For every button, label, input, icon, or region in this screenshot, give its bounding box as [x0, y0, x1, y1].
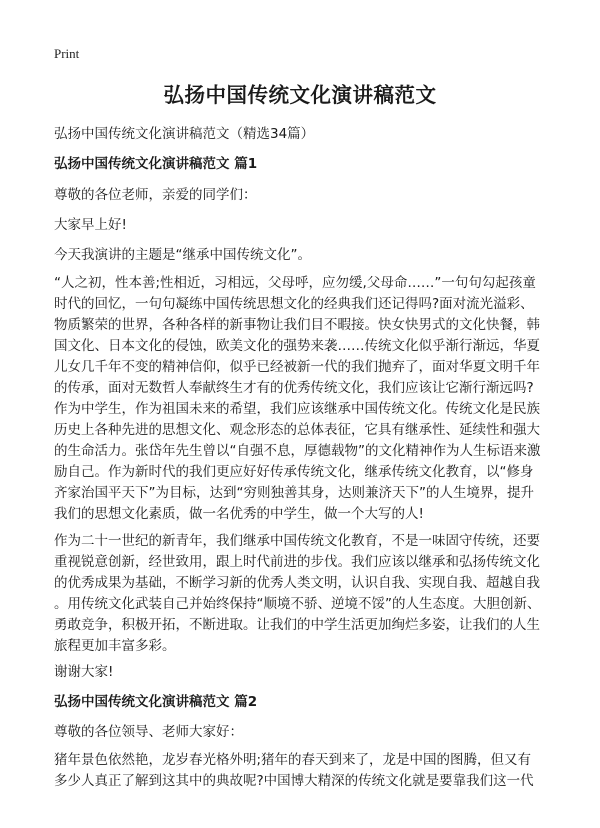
thanks-line: 谢谢大家!: [54, 664, 114, 680]
paragraph-line: 物质繁荣的世界，各种各样的新事物让我们目不暇接。快女快男式的文化快餐，韩: [54, 317, 540, 333]
paragraph-line: 勇敢竞争，积极开拓，不断进取。让我们的中学生活更加绚烂多姿，让我们的人生: [54, 617, 540, 633]
paragraph-line: 时代的回忆，一句句凝练中国传统思想文化的经典我们还记得吗?面对流光溢彩、: [54, 296, 534, 312]
topic-line: 今天我演讲的主题是“继承中国传统文化”。: [54, 247, 311, 263]
paragraph-line: “人之初，性本善;性相近，习相远，父母呼，应勿缓,父母命……”一句句勾起孩童: [54, 275, 536, 291]
section-heading-1: 弘扬中国传统文化演讲稿范文 篇1: [54, 156, 258, 172]
paragraph-line: 作为中学生，作为祖国未来的希望，我们应该继承中国传统文化。传统文化是民族: [54, 401, 540, 417]
paragraph-line: 齐家治国平天下”为目标，达到“穷则独善其身，达则兼济天下”的人生境界，提升: [54, 485, 534, 501]
paragraph-line: 的优秀成果为基础，不断学习新的优秀人类文明，认识自我、实现自我、超越自我: [54, 575, 540, 591]
paragraph-line: 国文化、日本文化的侵蚀，欧美文化的强势来袭……传统文化似乎渐行渐远，华夏: [54, 338, 540, 354]
print-link[interactable]: Print: [54, 46, 80, 61]
paragraph-1: [54, 273, 550, 525]
paragraph-line: 历史上各种先进的思想文化、观念形态的总体表征，它具有继承性、延续性和强大: [54, 422, 540, 438]
paragraph-line: 的生命活力。张岱年先生曾以“自强不息，厚德载物”的文化精神作为人生标语来激: [54, 443, 541, 459]
document-subtitle: 弘扬中国传统文化演讲稿范文（精选34篇）: [54, 126, 315, 142]
hello-line: 大家早上好!: [54, 217, 127, 233]
paragraph-line: 重视锐意创新，经世致用，跟上时代前进的步伐。我们应该以继承和弘扬传统文化: [54, 554, 540, 570]
paragraph-line: 作为二十一世纪的新青年，我们继承中国传统文化教育，不是一味固守传统，还要: [54, 533, 540, 549]
paragraph-3: [54, 750, 550, 792]
greeting-1: 尊敬的各位老师，亲爱的同学们：: [54, 187, 257, 203]
paragraph-line: 猪年景色依然艳，龙岁春光格外明;猪年的春天到来了，龙是中国的图腾，但又有: [54, 752, 532, 768]
paragraph-line: 的传承，面对无数哲人奉献终生才有的优秀传统文化，我们应该让它渐行渐远吗?: [54, 380, 534, 396]
paragraph-line: 儿女几千年不变的精神信仰，似乎已经被新一代的我们抛弃了，面对华夏文明千年: [54, 359, 540, 375]
paragraph-line: 。用传统文化武装自己并始终保持“顺境不骄、逆境不馁”的人生态度。大胆创新、: [54, 596, 541, 612]
paragraph-line: 旅程更加丰富多彩。: [54, 638, 176, 654]
paragraph-2: [54, 531, 550, 657]
greeting-2: 尊敬的各位领导、老师大家好：: [54, 724, 243, 740]
paragraph-line: 励自己。作为新时代的我们更应好好传承传统文化，继承传统文化教育，以“修身: [54, 464, 534, 480]
paragraph-line: 我们的思想文化素质，做一名优秀的中学生，做一个大写的人!: [54, 506, 424, 522]
paragraph-line: 多少人真正了解到这其中的典故呢?中国博大精深的传统文化就是要靠我们这一代: [54, 773, 534, 789]
document-title: 弘扬中国传统文化演讲稿范文: [163, 83, 437, 107]
section-heading-2: 弘扬中国传统文化演讲稿范文 篇2: [54, 694, 258, 710]
